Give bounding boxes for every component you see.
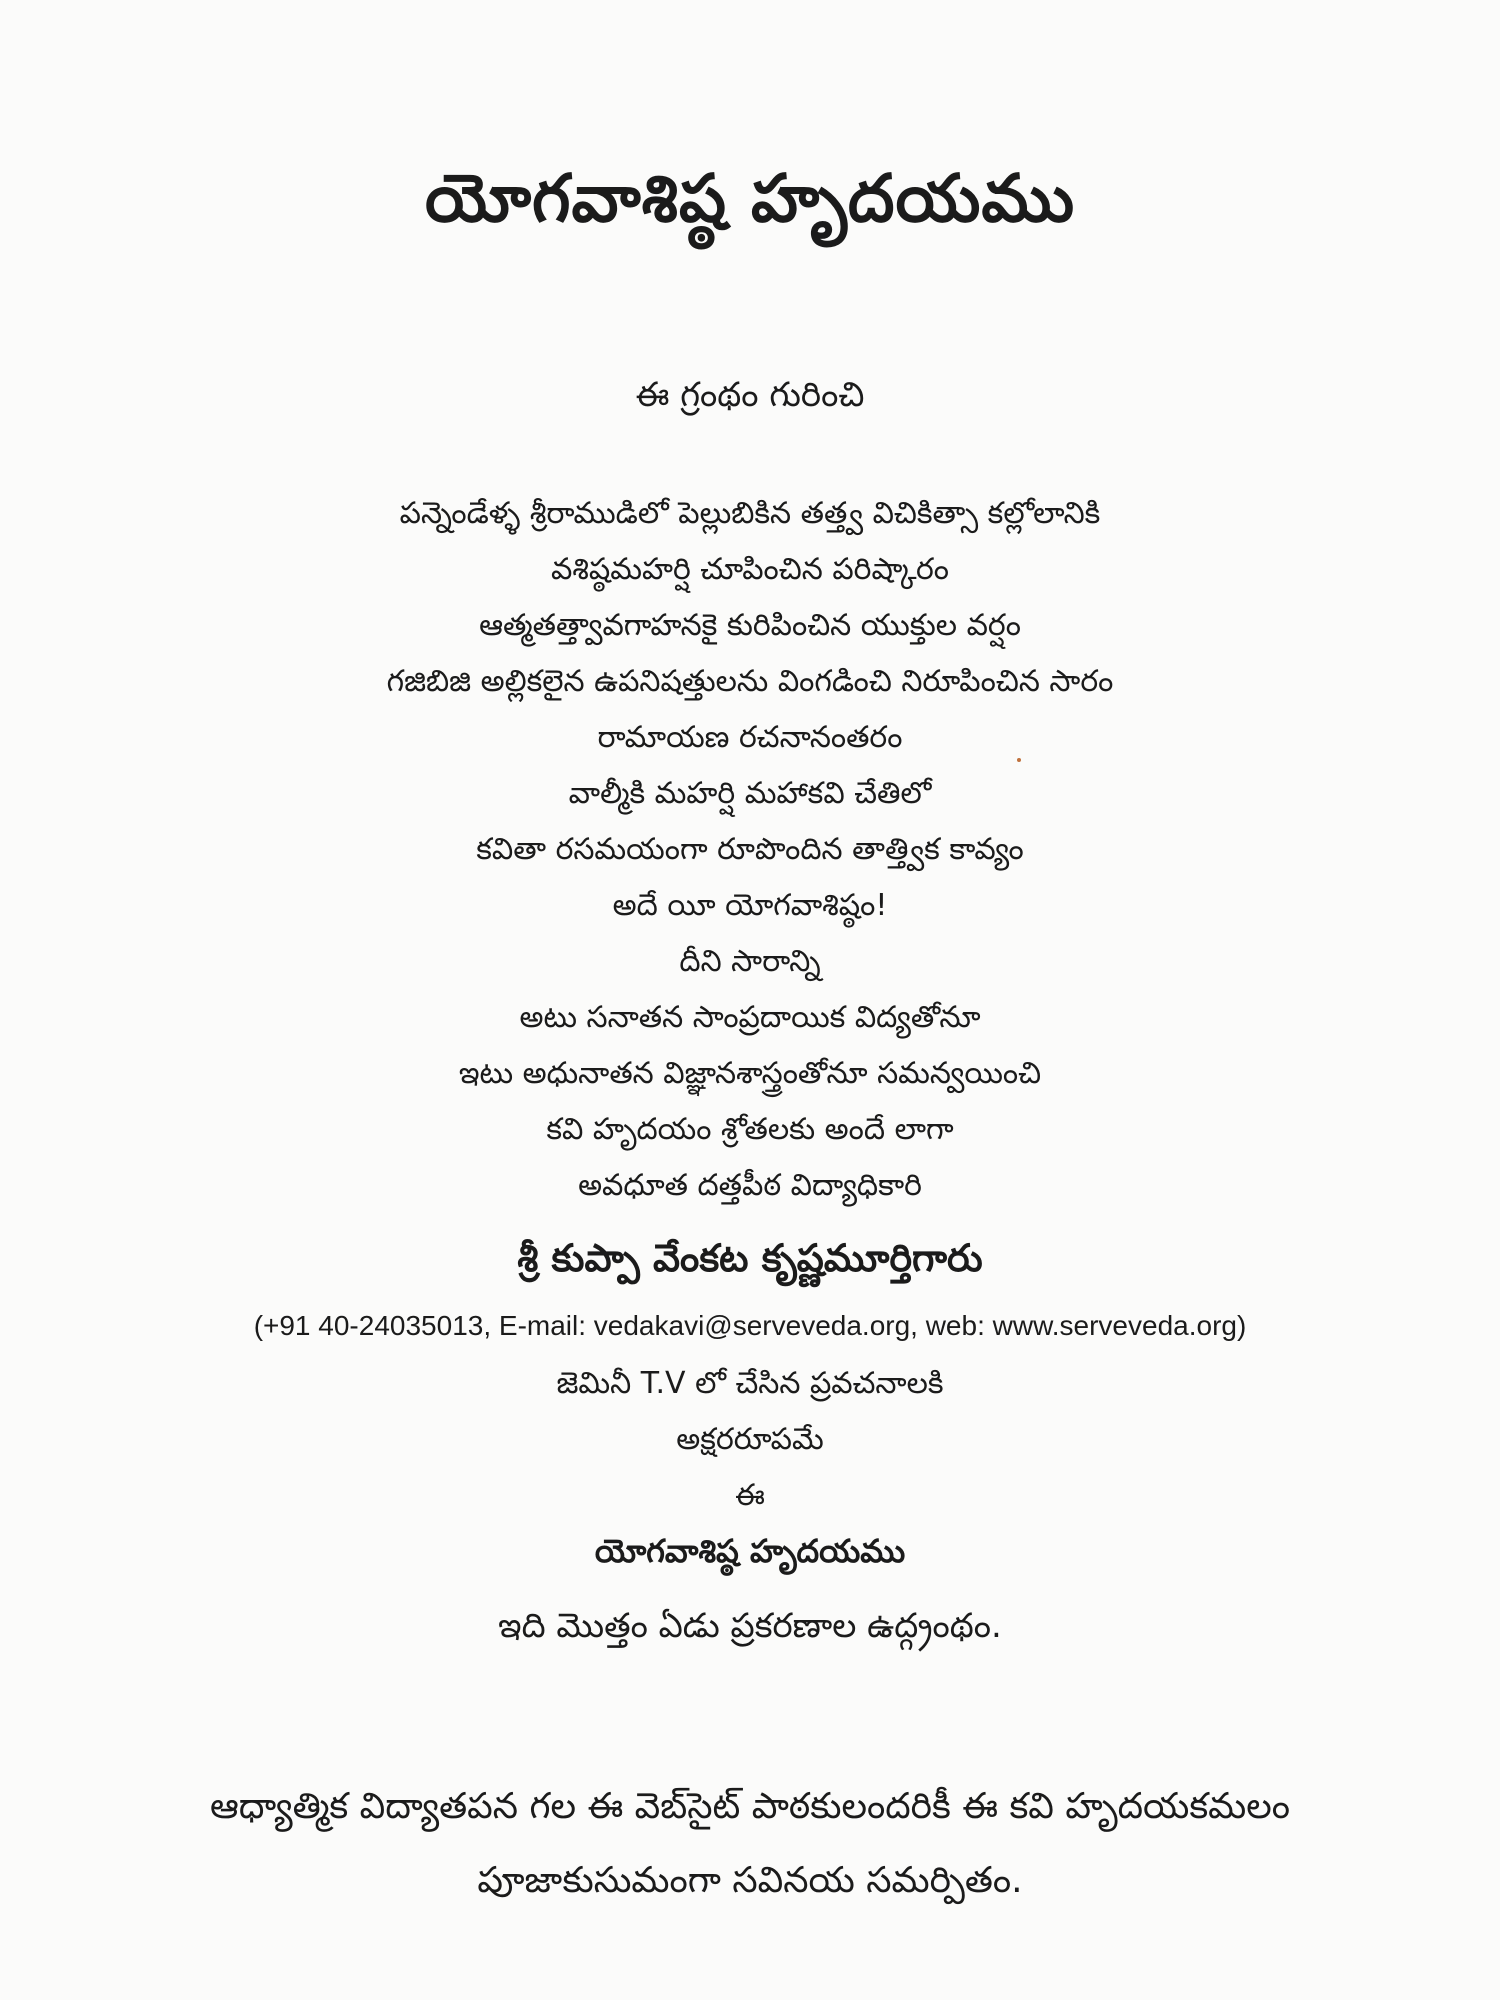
author-name: శ్రీ కుప్పా వేంకట కృష్ణమూర్తిగారు — [517, 1236, 983, 1280]
section-heading: ఈ గ్రంథం గురించి — [635, 375, 865, 415]
page-title: యోగవాశిష్ఠ హృదయము — [424, 160, 1076, 237]
dedication-line: ఆధ్యాత్మిక విద్యాతపన గల ఈ వెబ్‌సైట్ పాఠకులందరికీ ఈ కవి హృదయకమలం — [210, 1786, 1290, 1827]
verse-line: పన్నెండేళ్ళ శ్రీరాముడిలో పెల్లుబికిన తత్త్వ విచికిత్సా కల్లోలానికి — [399, 496, 1101, 531]
verse-line: వాల్మీకి మహర్షి మహాకవి చేతిలో — [568, 776, 932, 811]
verse-line: వశిష్ఠమహర్షి చూపించిన పరిష్కారం — [551, 552, 949, 587]
book-summary: ఇది మొత్తం ఏడు ప్రకరణాల ఉద్గ్రంథం. — [498, 1606, 1002, 1646]
verse-line: అవధూత దత్తపీఠ విద్యాధికారి — [578, 1168, 922, 1203]
verse-line: అదే యీ యోగవాశిష్ఠం! — [612, 888, 888, 923]
verse-line: కవితా రసమయంగా రూపొందిన తాత్త్విక కావ్యం — [476, 832, 1024, 867]
verse-line: కవి హృదయం శ్రోతలకు అందే లాగా — [546, 1112, 954, 1147]
lecture-note: అక్షరరూపమే — [676, 1422, 824, 1457]
book-name: యోగవాశిష్ఠ హృదయము — [594, 1532, 906, 1570]
dedication-line: పూజాకుసుమంగా సవినయ సమర్పితం. — [477, 1860, 1023, 1901]
verse-line: ఇటు అధునాతన విజ్ఞానశాస్త్రంతోనూ సమన్వయించి — [458, 1056, 1042, 1091]
verse-line: దీని సారాన్ని — [679, 944, 821, 979]
lecture-note: ఈ — [735, 1478, 765, 1513]
verse-line: రామాయణ రచనానంతరం — [597, 720, 903, 755]
contact-info: (+91 40-24035013, E-mail: vedakavi@serveveda.org, web: www.serveveda.org) — [253, 1310, 1247, 1341]
verse-line: అటు సనాతన సాంప్రదాయిక విద్యతోనూ — [519, 1000, 981, 1035]
paper-speck — [1017, 758, 1021, 762]
lecture-note: జెమినీ T.V లో చేసిన ప్రవచనాలకి — [556, 1366, 944, 1401]
verse-line: ఆత్మతత్త్వావగాహనకై కురిపించిన యుక్తుల వర్షం — [479, 608, 1021, 643]
verse-line: గజిబిజి అల్లికలైన ఉపనిషత్తులను వింగడించి నిరూపించిన సారం — [386, 664, 1114, 699]
